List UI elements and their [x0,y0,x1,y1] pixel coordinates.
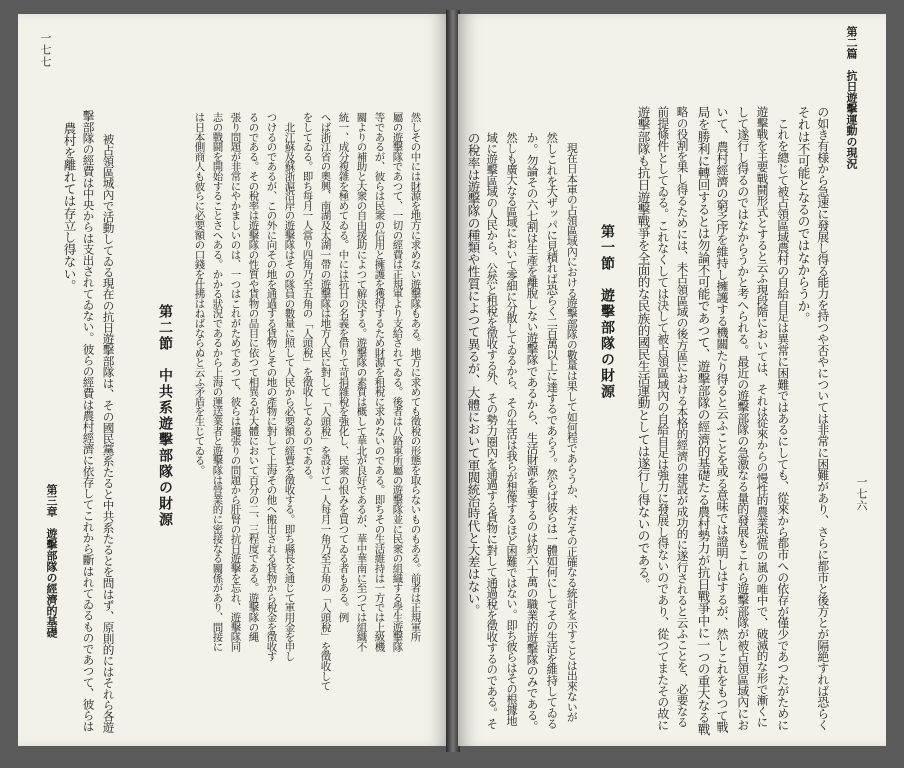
note-column: つけるのであるが、この外に向その地を通過する貨物とその地の產物に對して上海その他へ搬出される貨物から稅金を徵收す [265,112,278,661]
running-head: 第二篇 抗日遊擊運動の現況 [845,26,858,169]
body-column: か。勿論その六七割は生產を離脫しない遊擊隊であるから、生活財源を要するのは約六十萬の職業的遊擊隊のみである。 [525,132,540,732]
section-heading: 第一節 遊擊部隊の財源 [599,224,615,400]
body-column: それは不可能となるのではなからうか。 [795,106,811,324]
note-column: るのである。その稅率は遊擊隊の性質や貨物の品目に依つて相異るが大體において百分の二、三程度である。遊擊隊の縄 [247,112,260,642]
body-column: 現在日本軍の占領區域內における遊擊部隊の數量は果して如何程であらうか、未だその正確なる統計を示すことは出來ないが [565,132,579,722]
body-column: 略の役割を果し得るためには、未占領區域の後方區における本格的經濟の建設が成功的に遂行されると云ふことを、必要なる [675,106,690,728]
body-column: 農村を離れては存立し得ない。 [61,122,77,292]
note-column: 志の戰鬪を開始することさへある。かかる狀況であるから上海の運送業者と遊擊隊は營業的に密接なる關係があり、間接に [211,112,224,652]
note-column: 關よりの補助と大衆の自由援助によつて解決する。遊擊隊の素質は概して華北が良好であるが、華中華南に至つては組織不 [355,112,368,652]
body-column: の稅率は遊擊隊の種類や性質によつて異るが、大體において軍閥統治時代と大差はない。 [465,132,481,616]
note-column: 然しその中には財源を地方に求めない遊擊隊もある。地方に求めても徵稅の形態を取らないものもある。前者は正規軍所 [409,112,422,642]
page-number-left: 一七七 [39,32,52,68]
body-column: 前提條件としてゐる。これなくしては決して被占領區域內の自給自足は強力に發展し得ないのであり、從つてまたその故に [655,106,670,731]
note-column: 北江蘇及蘇浙滬沿岸の遊擊隊はその隊員の數量に照して人民から必要額の經費を徵收する。即ち縣長を通じて軍用金を申し [283,112,296,661]
running-foot: 第三章 遊擊部隊の經濟的基礎 [45,484,58,638]
body-column: 然しこれを大ザッパに見積れば恐らく二百萬以上に達するであらう。然らば彼らは一體如何にしてその生活を維持してゐる [545,132,560,729]
body-column: 被占領區城內で活動してゐる現在の抗日遊擊部隊は、その國民黨系たると中共系たるとを問はず、原則的にはそれら各遊 [101,122,116,733]
body-column: 域に遊擊區域の人民から、公然と租稅を徵收する外、その勢力圈內を通過する貨物に對して通過稅を徵收するのである。そ [485,132,500,729]
note-column: 屬の遊擊隊であつて、一切の經費は正規軍より支給されてゐる。後者は八路軍所屬の遊擊隊並に民衆の組織する學生遊擊隊 [391,112,404,652]
note-column: 統一、成分複雜を極めてゐる。中には抗日の名義を借りて苛捐雜稅を強化し、民衆の恨みを買つてゐる者もある。例 [337,112,350,622]
body-column: して遂行し得るのではなからうかと考へられる。最近の遊擊部隊の急激なる量的發展もこれら遊擊部隊が被占領區域內にお [735,106,750,731]
body-column: 然しも廣大なる區域において零細に分散してゐるから、その生活は我らが想像するほど困難ではない。即ち彼らはその根據地 [505,132,519,726]
body-column: 遊擊部隊も抗日遊擊戰爭を全面的な民族的國民生活運動としては遂行し得ないのである。 [635,106,651,590]
right-page [458,14,886,746]
page-number-right: 一七六 [855,476,868,512]
body-column: これを總じて被占領區域農村の自給自足は異常に困難ではあるにしても、從來から都市への依存が僅少であつたがために [775,106,790,731]
section-heading: 第二節 中共系遊擊部隊の財源 [157,304,173,528]
note-column: は日本側商人も彼らに必要額の口錢を仕拂はねばならぬと云ふ矛盾を生じてゐる。 [193,112,206,475]
note-column: へば浙江省の奧興、南湖及太湖一帶の遊擊隊は地方人民に對して「人頭稅」を設けて一人每月一角乃至五角の「人頭稅」を徵收して [319,112,332,691]
left-page [18,14,448,746]
note-column: をしてゐる。即ち每月一人當り四角乃至五角の「人頭稅」を徵收してゐるのである。 [301,112,314,485]
note-column: 張り問題が非常にやかましいのは、一つはこれがためであつて、彼らは繩張りの問題から肝腎の抗日遊擊を忘れ、遊擊隊同 [229,112,242,652]
body-column: 局を勝利に轉回するとは勿論不可能であつて、遊擊部隊の經濟的基礎たる農村勢力が抗日戰爭中に一つの重大なる戰 [695,106,711,736]
body-column: 擊部隊の經費は中央からは支出されてゐない。彼らの經費は農村經濟に依存してこれから斷はれてゐるものであつて、彼らは [81,110,96,732]
body-column: 遊擊戰を主要戰鬪形式とすると云ふ現段階においては、それは從來からの慢性的農業恐慌の嵐の唯中で、破滅的な形で漸くに [755,106,770,728]
note-column: 等であるが、彼らは民衆の信用と擁護を獲得するため財源を租稅に求めないのである。即ちその生活維持は一方では上級機 [373,112,386,652]
body-column: の如き有様から急速に發展し得る能力を持つや否やについては非常に困難があり、さらに都市と後方とが隔絶すれば恐らく [815,106,830,731]
body-column: いて、農村經濟の窮乏序を維持し擁護する機關たり得ると云ふことを或る意味では證明しはするが、然しこれをもつて戰 [715,106,730,733]
